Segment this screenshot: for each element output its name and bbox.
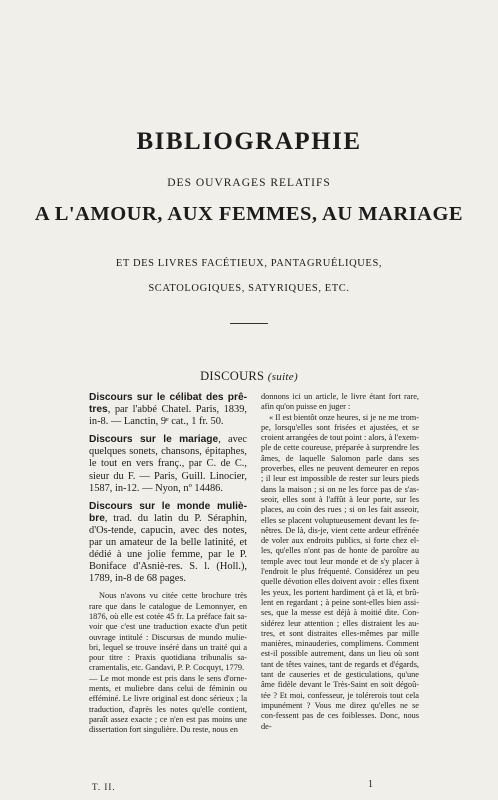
divider-rule [230,323,268,324]
entry-text: , avec quelques sonets, chansons, épitaphes, le tout en vers franç., par C. de C., sieur du F. — Paris, Guill. Linocier, 1587, in-12. — Nyon, nº 14486. [89,434,247,494]
entry-mariage [89,434,247,494]
right-column [261,392,419,732]
entry-heading: Discours sur le mariage [89,434,219,446]
entry-celibat [89,392,247,428]
section-suffix: (suite) [267,371,298,383]
lead-paragraph: donnons ici un article, le livre étant fort rare, afin qu'on puisse en juger : [261,392,419,412]
note-paragraph: Nous n'avons vu citée cette brochure très rare que dans le catalogue de Lemonnyer, en 1876, où elle est cotée 45 fr. La préface fait sa-voir que c'est une traduction exacte d'un petit ouvrage intitulé : Discursus de mundo mulie-bri, lequel se trouve inséré dans un traité qui a pour titre : Praxis quotidiana tribunalis sa-cramentalis, etc. Gandavi, P. P. Cocquyt, 1779. [89,591,247,673]
section-heading [0,369,498,384]
entry-heading: Discours sur le célibat des prê-tres [89,392,247,416]
subtitle: DES OUVRAGES RELATIFS [167,177,331,189]
main-heading: A L'AMOUR, AUX FEMMES, AU MARIAGE [34,203,464,225]
volume-signature: T. II. [92,782,116,792]
entry-text: , par l'abbé Chatel. Paris, 1839, in-8. — Lanctin, 9ᵉ cat., 1 fr. 50. [89,404,247,428]
quote-paragraph: « Il est bientôt onze heures, si je ne me trom-pe, lorsqu'elles sont frisées et ajustées, et se croient arrangées de tout point : alors, à l'exem-ple de cette coureuse, préparée à surprendre les âmes, de laquelle Salomon parle dans ses proverbes, elles ne peuvent demeurer en repos ; il leur est impossible de rester sur leurs pieds dans la maison ; si on ne les force pas de s'as-seoir, elles sont à l'affût à leur porte, sur les places, au coin des rues ; si on les fait asseoir, elles se placent voluptueusement devant les fe-nêtres. De là, dis-je, vient cette ardeur effrénée de voler aux endroits publics, si forte chez el-les, qu'elles n'ont pas de honte de paroître au temple avec tout leur monde et de s'y placer à l'endroit le plus fréquenté. Considérez un peu quelle dévotion elles doivent avoir : elles fixent les yeux, les portent hardiment çà et là, et brû-lent en regardant ; à peine sont-elles bien assi-ses, que la messe est déjà à moitié dite. Con-sidérez leur attention ; elles distraient les au-tres, et sont distraites elles-mêmes par mille manières, minauderies, complimens. Comment est-il possible autrement, dans un lieu où sont tant de têtes vaines, tant de regards et d'égards, tant de causeries et de gesticulations, qu'une âme fidèle devant le Très-Saint en soit dégoû-tée ? Et moi, confesseur, je tolérerois tout cela impunément ? Vous me direz qu'elles ne se con-fessent pas de ces foiblesses. Donc, nous de- [261,412,419,731]
entry-text: , trad. du latin du P. Séraphin, d'Os-tende, capucin, avec des notes, par un amateur de la belle latinité, et dédié à une jolie femme, par le P. Boniface d'Asniè-res. S. l. (Holl.), 1789, in-8 de 68 pages. [89,512,247,585]
entry-heading: Discours sur le monde muliè-bre [89,500,247,524]
page-title: BIBLIOGRAPHIE [136,128,362,155]
note-paragraph-continued: — Le mot monde est pris dans le sens d'orne-ments, et muliebre dans celui de féminin ou efféminé. Le livre original est donc sérieux ; la traduction, d'après les notes qu'elle contient, paraît assez exacte ; ce n'en est pas moins une dissertation fort singulière. Du reste, nous en [89,673,247,735]
left-column [89,392,247,736]
entry-monde-muliebre [89,501,247,586]
page-number: 1 [368,779,373,790]
subheading-line-1: ET DES LIVRES FACÉTIEUX, PANTAGRUÉLIQUES, [115,258,383,269]
section-title: DISCOURS [200,369,265,383]
subheading-line-2: SCATOLOGIQUES, SATYRIQUES, ETC. [148,283,350,294]
